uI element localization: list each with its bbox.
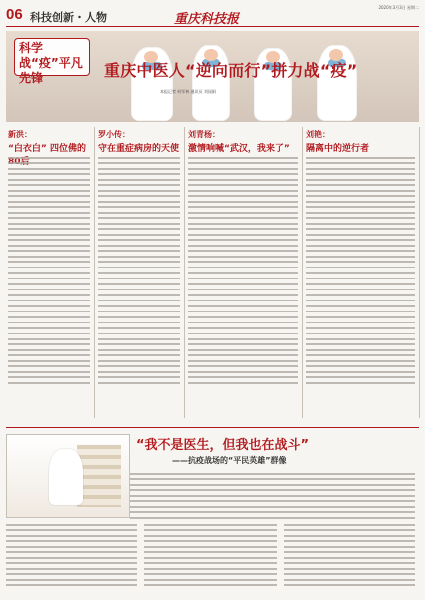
column-subtitle: “白衣白” 四位佛的 xyxy=(8,144,86,154)
column-title xyxy=(98,129,180,154)
column-title xyxy=(188,129,298,154)
badge: 科学战“疫”平凡先锋 xyxy=(14,38,90,76)
shelf-icon xyxy=(77,445,121,507)
column-subtitle: 激情响喊“武汉，我来了” xyxy=(188,144,290,154)
column-head: 新洪： xyxy=(8,130,32,139)
column-body xyxy=(188,157,298,387)
main-headline: 重庆中医人“逆向而行”拼力战“疫” xyxy=(104,61,358,80)
column-subtitle: 隔离中的逆行者 xyxy=(306,144,370,154)
section-title: 科技创新・人物 xyxy=(30,11,107,24)
bottom-col-1 xyxy=(6,524,137,590)
bottom-photo xyxy=(6,434,130,518)
column-body xyxy=(8,157,90,387)
byline: 本报记者 何军林 通讯员 刘园娟 xyxy=(160,89,216,94)
bottom-feature xyxy=(6,427,419,595)
column-4 xyxy=(304,127,420,418)
bottom-subtitle: ——抗疫战场的“平民英雄”群像 xyxy=(172,456,287,465)
column-1 xyxy=(6,127,95,418)
issue-date: 2020年3月3日 星期二 xyxy=(378,5,419,10)
page-number: 06 xyxy=(6,6,23,23)
column-head: 罗小传： xyxy=(98,130,130,139)
column-subtitle: 守在重症病房的天使 xyxy=(98,144,180,154)
bottom-col-3 xyxy=(284,524,415,590)
pharmacist-figure xyxy=(49,449,83,505)
column-head: 刘青杨： xyxy=(188,130,220,139)
column-3 xyxy=(186,127,303,418)
column-head: 刘艳： xyxy=(306,130,330,139)
bottom-col-2 xyxy=(144,524,277,590)
column-body xyxy=(306,157,415,387)
paper-name: 重庆科技报 xyxy=(174,12,240,27)
column-2 xyxy=(96,127,185,418)
bottom-intro xyxy=(130,473,415,522)
column-title xyxy=(306,129,415,154)
column-body xyxy=(98,157,180,387)
bottom-title: “我不是医生，但我也在战斗” xyxy=(136,438,310,453)
masthead xyxy=(6,4,419,27)
